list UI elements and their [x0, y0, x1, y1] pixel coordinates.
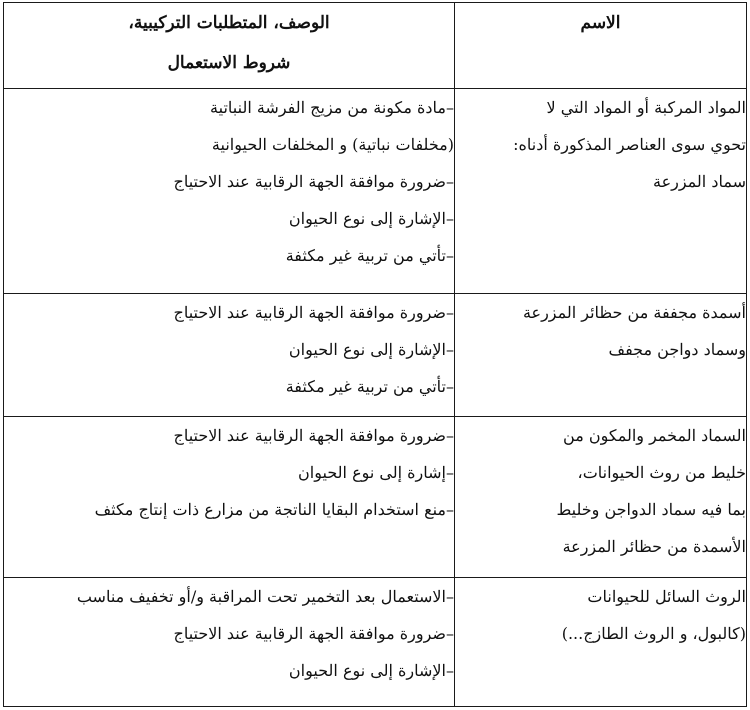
header-desc-line: شروط الاستعمال: [167, 53, 291, 73]
desc-line: –الإشارة إلى نوع الحيوان: [288, 209, 454, 228]
desc-line: –إشارة إلى نوع الحيوان: [298, 463, 454, 482]
header-desc-cell: [4, 3, 455, 89]
desc-line: –منع استخدام البقايا الناتجة من مزارع ذات إنتاج مكثف: [94, 500, 454, 519]
name-cell: [455, 417, 747, 578]
desc-line: –الإشارة إلى نوع الحيوان: [288, 661, 454, 680]
header-name-cell: [455, 3, 747, 89]
header-desc-line: الوصف، المتطلبات التركيبية،: [128, 13, 330, 33]
name-line: بما فيه سماد الدواجن وخليط: [556, 500, 746, 519]
name-line: خليط من روث الحيوانات،: [577, 463, 746, 482]
name-line: أسمدة مجففة من حظائر المزرعة: [522, 303, 746, 322]
desc-cell: [4, 294, 455, 417]
name-cell: [455, 578, 747, 707]
desc-line: –الإشارة إلى نوع الحيوان: [288, 340, 454, 359]
name-line: الأسمدة من حظائر المزرعة: [562, 537, 746, 556]
desc-cell: [4, 417, 455, 578]
table-row: [4, 89, 747, 294]
desc-line: –الاستعمال بعد التخمير تحت المراقبة و/أو تخفيف مناسب: [76, 587, 454, 606]
desc-line: (مخلفات نباتية) و المخلفات الحيوانية: [211, 135, 454, 154]
table-header-row: [4, 3, 747, 89]
desc-line: –تأتي من تربية غير مكثفة: [285, 377, 454, 396]
name-line: وسماد دواجن مجفف: [608, 340, 746, 359]
name-line: السماد المخمر والمكون من: [563, 426, 746, 445]
desc-line: –ضرورة موافقة الجهة الرقابية عند الاحتياج: [173, 624, 454, 643]
name-line: تحوي سوى العناصر المذكورة أدناه:: [513, 135, 746, 154]
name-line: (كالبول، و الروث الطازج...): [561, 624, 746, 643]
name-cell: [455, 89, 747, 294]
table-row: [4, 578, 747, 707]
desc-line: –ضرورة موافقة الجهة الرقابية عند الاحتياج: [173, 172, 454, 191]
name-cell: [455, 294, 747, 417]
header-name: الاسم: [580, 13, 621, 33]
desc-line: –تأتي من تربية غير مكثفة: [285, 246, 454, 265]
name-line: الروث السائل للحيوانات: [587, 587, 746, 606]
name-line: سماد المزرعة: [653, 172, 746, 191]
table-row: [4, 417, 747, 578]
desc-cell: [4, 578, 455, 707]
desc-line: –ضرورة موافقة الجهة الرقابية عند الاحتياج: [173, 426, 454, 445]
desc-line: –ضرورة موافقة الجهة الرقابية عند الاحتياج: [173, 303, 454, 322]
fertilizer-spec-table: [3, 2, 747, 707]
table-row: [4, 294, 747, 417]
desc-line: –مادة مكونة من مزيج الفرشة النباتية: [210, 98, 454, 117]
desc-cell: [4, 89, 455, 294]
name-line: المواد المركبة أو المواد التي لا: [546, 98, 746, 117]
